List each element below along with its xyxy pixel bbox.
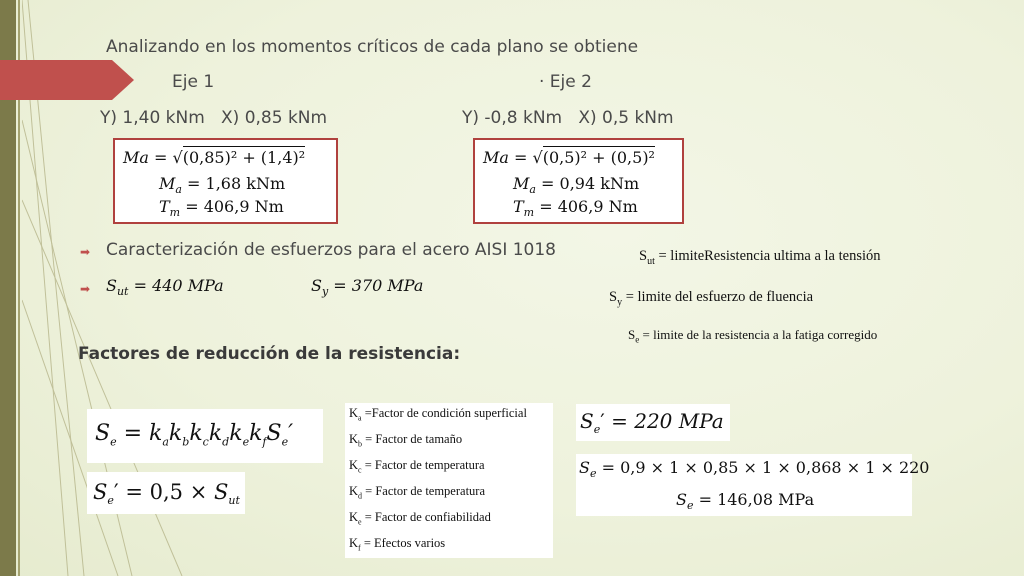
axis1-label: Eje 1 [172,72,215,92]
title-line: Analizando en los momentos críticos de cada plano se obtiene [106,37,639,57]
definition-se: $S_e$ = limite de la resistencia a la fatiga corregido [628,327,878,345]
factor-kb: $K_b$ = Factor de tamaño [349,432,463,449]
axis2-label: · Eje 2 [539,72,592,92]
factors-heading: Factores de reducción de la resistencia: [78,344,461,364]
se-prime-value-box: $S_e' = 220$ MPa [576,404,730,441]
title-arrow-shape [0,60,134,100]
factors-list [345,403,553,558]
ma-equation-1: Ma = √(0,85)² + (1,4)² [123,148,306,167]
ma-result-1: $M_a = 1,68$ kNm [159,174,286,197]
tm-result-1: $T_m = 406,9$ Nm [159,197,284,220]
moment-box-axis2 [473,138,684,224]
se-calculation-box [576,454,930,516]
sut-value: $S_{ut} = 440$ MPa [106,276,224,299]
ma-radicand-2: (0,5)² + (0,5)² [542,148,655,167]
factor-ka: $K_a$ =Factor de condición superficial [349,406,527,423]
sy-value: $S_y = 370$ MPa [311,276,424,299]
axis1-values: Y) 1,40 kNm X) 0,85 kNm [100,108,328,128]
ma-result-2: $M_a = 0,94$ kNm [513,174,640,197]
se-formula-box: $S_e = k_ak_bk_ck_dk_ek_fS_e'$ [87,409,323,463]
factor-kf: $K_f$ = Efectos varios [349,536,446,553]
bullet-steel-characterization: Caracterización de esfuerzos para el acero AISI 1018 [106,240,556,260]
definition-sy: $S_y$ = limite del esfuerzo de fluencia [609,289,814,308]
ma-radicand-1: (0,85)² + (1,4)² [182,148,306,167]
se-result: $S_e = 146,08$ MPa [676,490,815,513]
definition-sut: $S_{ut}$ = limiteResistencia ultima a la tensión [639,248,881,267]
factor-kc: $K_c$ = Factor de temperatura [349,458,485,475]
bullet-arrow-icon: ➡ [80,245,91,259]
tm-result-2: $T_m = 406,9$ Nm [513,197,638,220]
bullet-arrow-icon: ➡ [80,282,91,296]
se-calculation: $S_e = 0,9 \times 1 \times 0,85 \times 1 \times 0,868 \times 1 \times 220$ [579,458,930,481]
factor-kd: $K_d$ = Factor de temperatura [349,484,485,501]
axis2-values: Y) -0,8 kNm X) 0,5 kNm [462,108,674,128]
ma-equation-2: Ma = √(0,5)² + (0,5)² [483,148,655,167]
moment-box-axis1 [113,138,338,224]
se-prime-formula-box: $S_e' = 0,5 \times S_{ut}$ [87,472,245,514]
factor-ke: $K_e$ = Factor de confiabilidad [349,510,491,527]
